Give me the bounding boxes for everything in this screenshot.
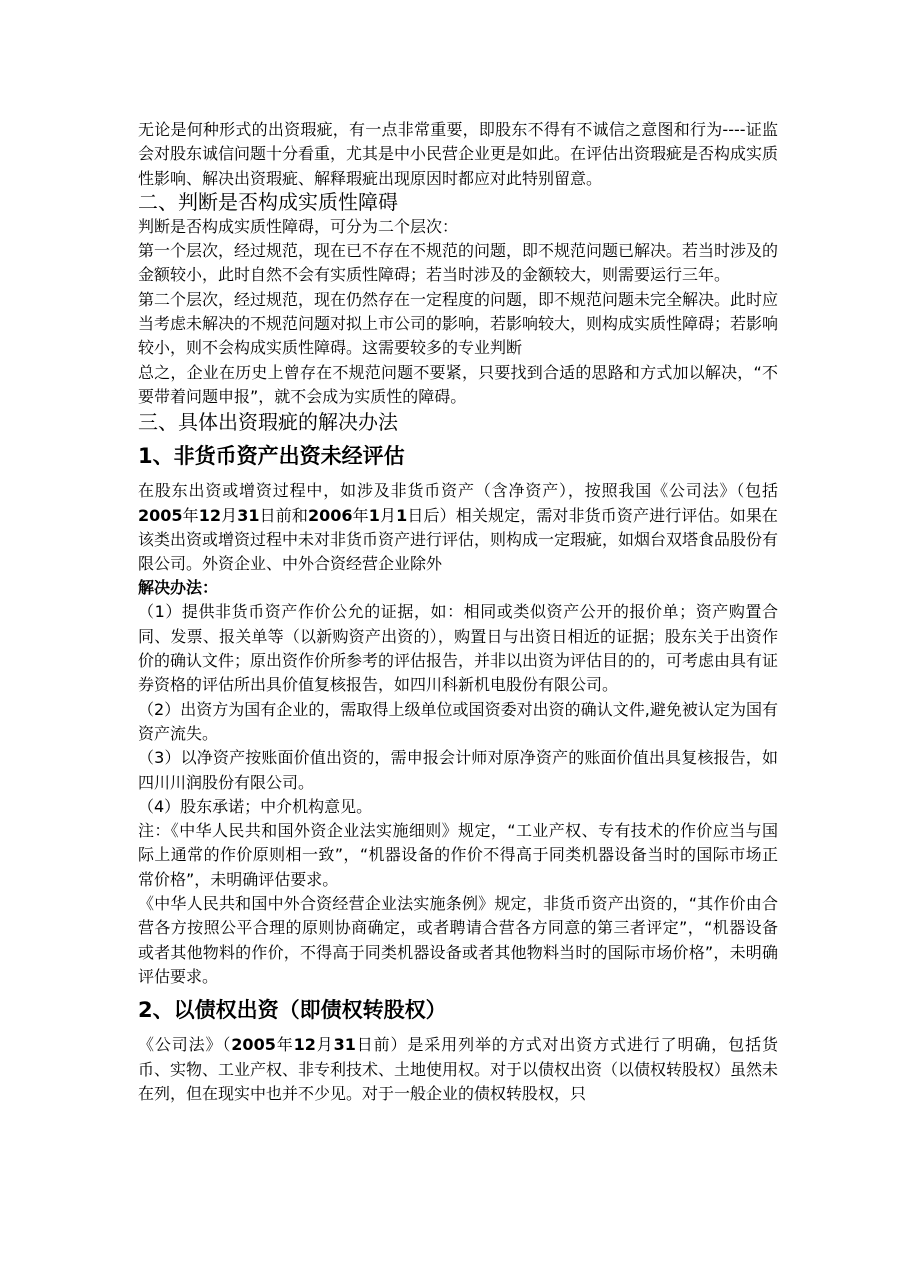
text-run: 在股东出资或增资过程中，如涉及非货币资产（含净资产），按照我国《公司法》（包括 xyxy=(138,481,778,501)
solution-item-2: （2）出资方为国有企业的，需取得上级单位或国资委对出资的确认文件,避免被认定为国有资产流失。 xyxy=(138,699,778,743)
sub2-paragraph xyxy=(138,1033,778,1106)
text-run: 日前和 xyxy=(259,505,308,525)
level1-paragraph: 第一个层次，经过规范，现在已不存在不规范的问题，即不规范问题已解决。若当时涉及的金额较小，此时自然不会有实质性障碍；若当时涉及的金额较大，则需要运行三年。 xyxy=(138,241,779,285)
solution-item-1: （1）提供非货币资产作价公允的证据，如：相同或类似资产公开的报价单；资产购置合同、发票、报关单等（以新购资产出资的），购置日与出资日相近的证据；股东关于出资作价的确认文件；原出资作价所参考的评估报告，并非以出资为评估目的的，可考虑由具有证券资格的评估所出具价值复核报告，如四川科新机电股份有限公司。 xyxy=(138,602,779,695)
intro-paragraph: 无论是何种形式的出资瑕疵，有一点非常重要，即股东不得有不诚信之意图和行为----证监会对股东诚信问题十分看重，尤其是中小民营企业更是如此。在评估出资瑕疵是否构成实质性影响、解决出资瑕疵、解释瑕疵出现原因时都应对此特别留意。 xyxy=(138,120,779,188)
judge-intro-paragraph: 判断是否构成实质性障碍，可分为二个层次： xyxy=(138,216,459,236)
text-run: 年 xyxy=(275,1035,294,1055)
solution-label: 解决办法： xyxy=(138,578,219,598)
text-run: 日后）相关规定，需对非货币资产进行评估。如果在该类出资或增资过程中未对非货币资产进行评估，则构成一定瑕疵，如烟台双塔食品股份有限公司。外资企业、中外合资经营企业除外 xyxy=(138,505,779,574)
note-paragraph-2: 《中华人民共和国中外合资经营企业法实施条例》规定，非货币资产出资的，“其作价由合营各方按照公平合理的原则协商确定，或者聘请合营各方同意的第三者评定”，“机器设备或者其他物料的作价，不得高于同类机器设备或者其他物料当时的国际市场价格”，未明确评估要求。 xyxy=(138,894,778,986)
sub1-paragraph xyxy=(138,479,778,576)
note-paragraph-1: 注：《中华人民共和国外资企业法实施细则》规定，“工业产权、专有技术的作价应当与国际上通常的作价原则相一致”，“机器设备的作价不得高于同类机器设备当时的国际市场正常价格”，未明确评估要求。 xyxy=(138,821,778,889)
section-heading-3: 三、具体出资瑕疵的解决办法 xyxy=(138,410,398,435)
solution-item-3: （3）以净资产按账面价值出资的，需申报会计师对原净资产的账面价值出具复核报告，如四川川润股份有限公司。 xyxy=(138,748,778,792)
text-run: 《公司法》（ xyxy=(138,1035,232,1055)
month-number: 1 xyxy=(368,505,380,525)
subsection-title-1: 1、非货币资产出资未经评估 xyxy=(138,444,405,469)
solution-item-4: （4）股东承诺；中介机构意见。 xyxy=(138,796,373,816)
year-number: 2006 xyxy=(308,505,353,525)
level2-paragraph: 第二个层次，经过规范，现在仍然存在一定程度的问题，即不规范问题未完全解决。此时应当考虑未解决的不规范问题对拟上市公司的影响，若影响较大，则构成实质性障碍；若影响较小，则不会构成实质性障碍。这需要较多的专业判断 xyxy=(138,289,779,358)
subsection-title-2: 2、以债权出资（即债权转股权） xyxy=(138,998,447,1023)
year-number: 2005 xyxy=(138,505,183,525)
text-run: 年 xyxy=(352,505,369,525)
year-number: 2005 xyxy=(231,1035,276,1055)
day-number: 31 xyxy=(333,1035,356,1055)
text-run: 月 xyxy=(379,505,397,525)
month-number: 12 xyxy=(198,505,222,525)
section-heading-2: 二、判断是否构成实质性障碍 xyxy=(138,189,398,214)
day-number: 1 xyxy=(396,505,408,525)
text-run: 月 xyxy=(221,505,238,525)
summary-paragraph: 总之，企业在历史上曾存在不规范问题不要紧，只要找到合适的思路和方式加以解决，“不要带着问题申报”，就不会成为实质性的障碍。 xyxy=(138,362,778,406)
text-run: 月 xyxy=(315,1035,334,1055)
text-run: 年 xyxy=(182,505,199,525)
day-number: 31 xyxy=(237,505,260,525)
month-number: 12 xyxy=(293,1035,316,1055)
text-run: 日前）是采用列举的方式对出资方式进行了明确，包括货币、实物、工业产权、非专利技术、土地使用权。对于以债权出资（以债权转股权）虽然未在列，但在现实中也并不少见。对于一般企业的债权转股权，只 xyxy=(138,1035,779,1103)
document-page xyxy=(138,118,778,1106)
